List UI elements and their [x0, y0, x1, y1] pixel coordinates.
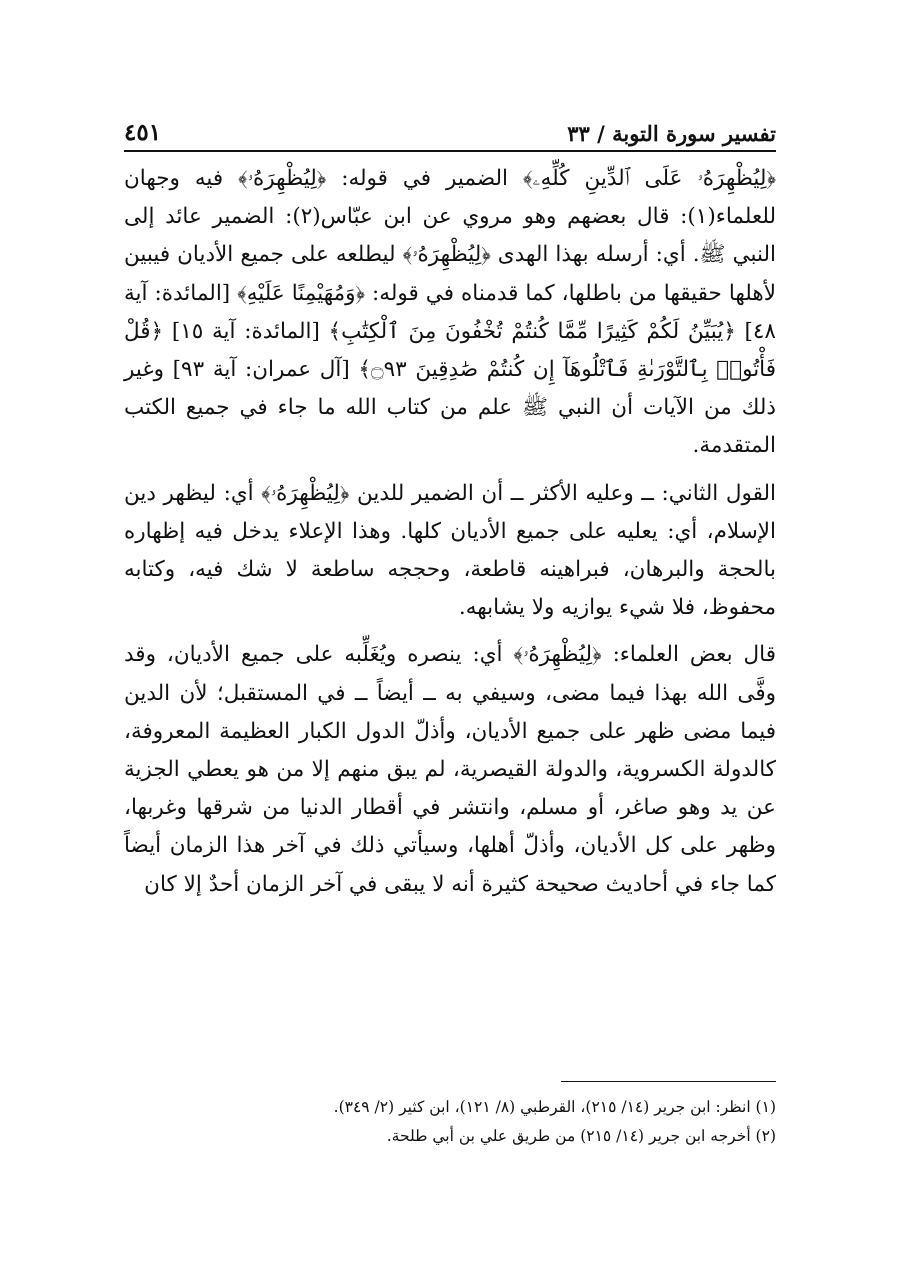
header-divider	[124, 150, 776, 152]
paragraph-1: ﴿لِيُظْهِرَهُۥ عَلَى ٱلدِّينِ كُلِّهِۦ﴾ الضمير في قوله: ﴿لِيُظْهِرَهُۥ﴾ فيه وجهان للعلماء(١): قال بعضهم وهو مروي عن ابن عبّاس(٢): الضمير عائد إلى النبي ﷺ. أي: أرسله بهذا الهدى ﴿لِيُظْهِرَهُۥ﴾ ليطلعه على جميع الأديان فيبين لأهلها حقيقها من باطلها، كما قدمناه في قوله: ﴿وَمُهَيْمِنًا عَلَيْهِ﴾ [المائدة: آية ٤٨] ﴿يُبَيِّنُ لَكُمْ كَثِيرًا مِّمَّا كُنتُمْ تُخْفُونَ مِنَ ٱلْكِتَٰبِ﴾ [المائدة: آية ١٥] ﴿قُلْ فَأْتُوا۟ بِٱلتَّوْرَىٰةِ فَٱتْلُوهَآ إِن كُنتُمْ صَٰدِقِينَ ۝٩٣﴾ [آل عمران: آية ٩٣] وغير ذلك من الآيات أن النبي ﷺ علم من كتاب الله ما جاء في جميع الكتب المتقدمة.	[124, 166, 777, 459]
footnote-2: (٢) أخرجه ابن جرير (١٤/ ٢١٥) من طريق علي بن أبي طلحة.	[386, 1127, 776, 1145]
footnote-1: (١) انظر: ابن جرير (١٤/ ٢١٥)، القرطبي (٨/ ١٢١)، ابن كثير (٢/ ٣٤٩).	[333, 1098, 776, 1116]
footnotes	[124, 1093, 776, 1151]
main-text	[124, 160, 776, 913]
running-title: تفسير سورة التوبة / ٣٣	[567, 121, 776, 146]
paragraph-2: القول الثاني: ــ وعليه الأكثر ــ أن الضمير للدين ﴿لِيُظْهِرَهُۥ﴾ أي: ليظهر دين الإسلام، أي: يعليه على جميع الأديان كلها. وهذا الإعلاء يدخل فيه إظهاره بالحجة والبرهان، فبراهينه قاطعة، وحججه ساطعة لا شك فيه، وكتابه محفوظ، فلا شيء يوازيه ولا يشابهه.	[124, 480, 776, 621]
footnote-divider	[561, 1081, 776, 1082]
page-number: ٤٥١	[124, 119, 162, 146]
paragraph-3: قال بعض العلماء: ﴿لِيُظْهِرَهُۥ﴾ أي: ينصره ويُغَلِّبه على جميع الأديان، وقد وفَّى الله بهذا فيما مضى، وسيفي به ــ أيضاً ــ في المستقبل؛ لأن الدين فيما مضى ظهر على جميع الأديان، وأذلّ الدول الكبار العظيمة المعروفة، كالدولة الكسروية، والدولة القيصرية، لم يبق منهم إلا من هو يعطي الجزية عن يد وهو صاغر، أو مسلم، وانتشر في أقطار الدنيا من شرقها وغربها، وظهر على كل الأديان، وأذلّ أهلها، وسيأتي ذلك في آخر هذا الزمان أيضاً كما جاء في أحاديث صحيحة كثيرة أنه لا يبقى في آخر الزمان أحدٌ إلا كان	[124, 642, 776, 897]
page-header	[124, 112, 776, 146]
